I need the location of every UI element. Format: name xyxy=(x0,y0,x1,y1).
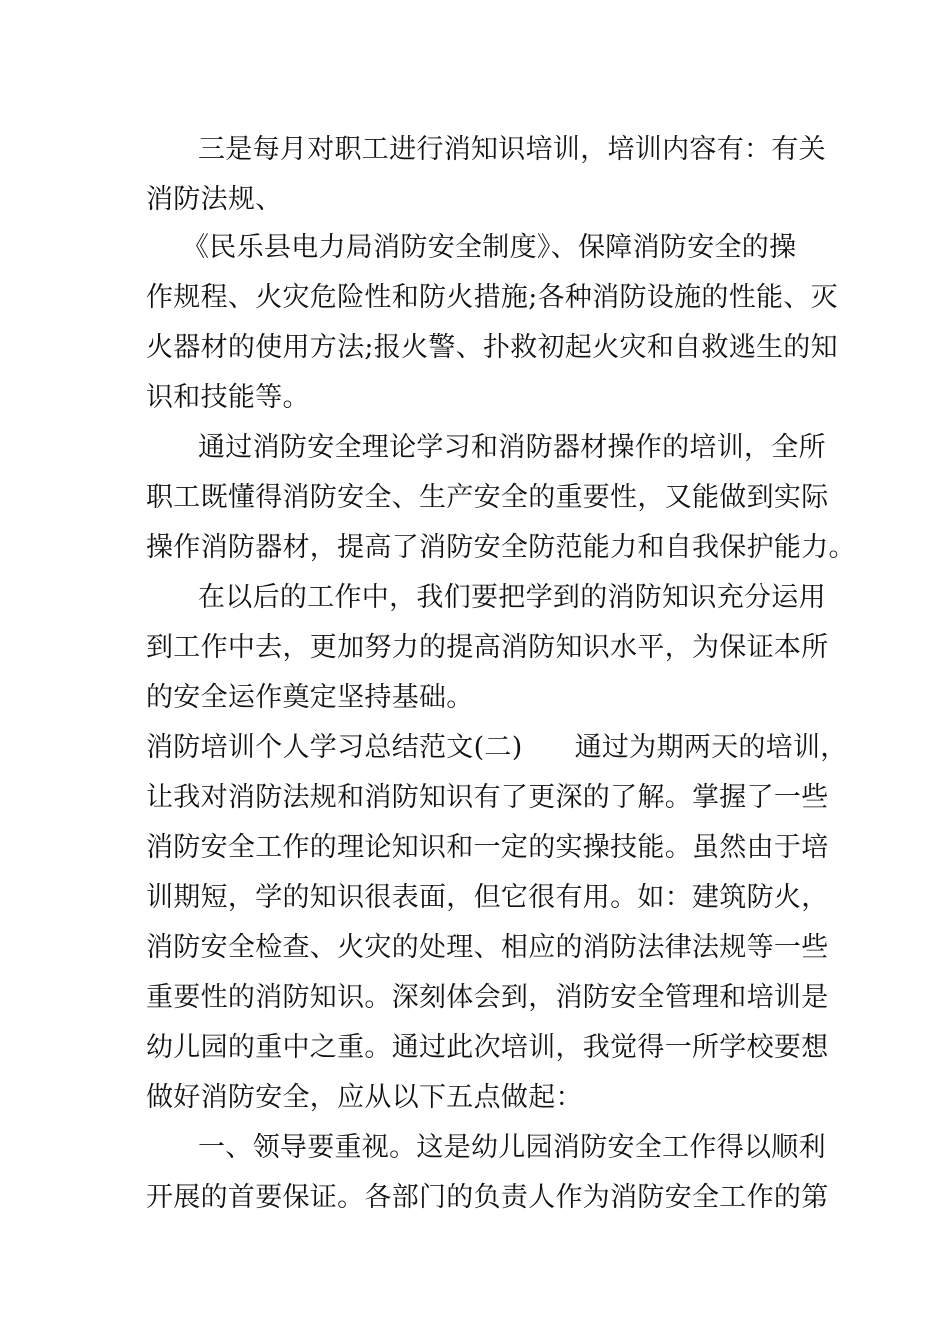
paragraph-line: 火器材的使用方法;报火警、扑救初起火灾和自救逃生的知 xyxy=(146,332,838,363)
paragraph-line: 让我对消防法规和消防知识有了更深的了解。掌握了一些 xyxy=(146,782,829,813)
paragraph-line: 通过消防安全理论学习和消防器材操作的培训，全所 xyxy=(198,432,826,463)
paragraph-line: 训期短，学的知识很表面，但它很有用。如：建筑防火， xyxy=(146,882,829,913)
section-heading-line xyxy=(146,728,848,768)
paragraph-line: 消防安全检查、火灾的处理、相应的消防法律法规等一些 xyxy=(146,932,829,963)
paragraph-line: 一、领导要重视。这是幼儿园消防安全工作得以顺利 xyxy=(198,1132,826,1163)
paragraph-line: 到工作中去，更加努力的提高消防知识水平，为保证本所 xyxy=(146,632,829,663)
paragraph-line: 作规程、火灾危险性和防火措施;各种消防设施的性能、灭 xyxy=(146,282,838,313)
paragraph-line: 的安全运作奠定坚持基础。 xyxy=(146,682,474,713)
paragraph-line: 开展的首要保证。各部门的负责人作为消防安全工作的第 xyxy=(146,1182,829,1213)
paragraph-line: 幼儿园的重中之重。通过此次培训，我觉得一所学校要想 xyxy=(146,1032,829,1063)
paragraph-line: 操作消防器材，提高了消防安全防范能力和自我保护能力。 xyxy=(146,532,856,563)
section-first-line: 通过为期两天的培训， xyxy=(574,732,848,763)
paragraph-line: 消防安全工作的理论知识和一定的实操技能。虽然由于培 xyxy=(146,832,829,863)
paragraph-line: 消防法规、 xyxy=(146,184,283,215)
section-heading: 消防培训个人学习总结范文(二) xyxy=(146,732,523,763)
paragraph-line: 做好消防安全，应从以下五点做起： xyxy=(146,1082,583,1113)
paragraph-line: 重要性的消防知识。深刻体会到，消防安全管理和培训是 xyxy=(146,982,829,1013)
paragraph-line: 三是每月对职工进行消知识培训，培训内容有：有关 xyxy=(198,134,826,165)
paragraph-line: 在以后的工作中，我们要把学到的消防知识充分运用 xyxy=(198,582,826,613)
paragraph-line: 《民乐县电力局消防安全制度》、保障消防安全的操 xyxy=(182,232,797,263)
paragraph-line: 识和技能等。 xyxy=(146,382,310,413)
paragraph-line: 职工既懂得消防安全、生产安全的重要性，又能做到实际 xyxy=(146,482,829,513)
